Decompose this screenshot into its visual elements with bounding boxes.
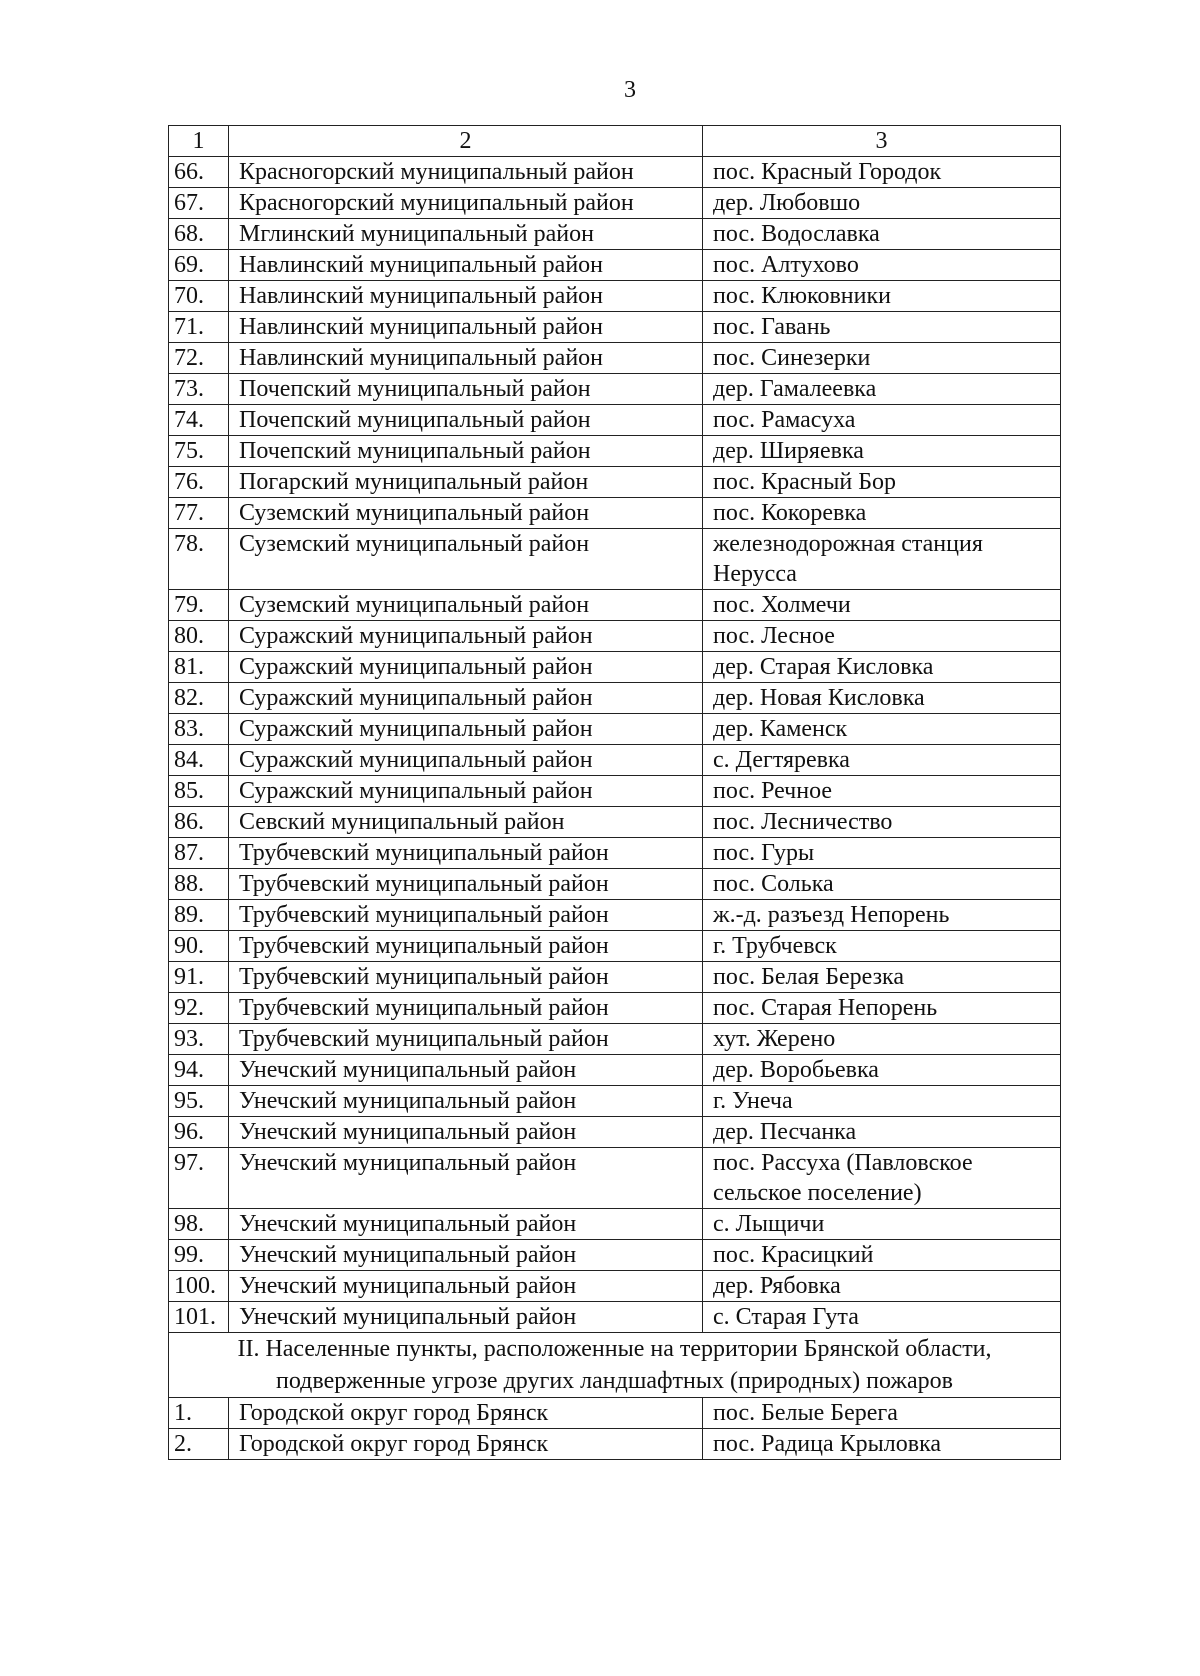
row-number: 2. bbox=[169, 1429, 229, 1460]
section-heading-row bbox=[169, 1333, 1061, 1398]
district-name: Суземский муниципальный район bbox=[229, 590, 703, 621]
section-table-row bbox=[169, 1398, 1061, 1429]
settlement-name: с. Дегтяревка bbox=[703, 745, 1061, 776]
settlement-name: пос. Лесное bbox=[703, 621, 1061, 652]
district-name: Погарский муниципальный район bbox=[229, 467, 703, 498]
table-row bbox=[169, 250, 1061, 281]
row-number: 94. bbox=[169, 1055, 229, 1086]
table-row bbox=[169, 1271, 1061, 1302]
district-name: Трубчевский муниципальный район bbox=[229, 869, 703, 900]
header-cell-district: 2 bbox=[229, 126, 703, 157]
district-name: Трубчевский муниципальный район bbox=[229, 962, 703, 993]
table-row bbox=[169, 188, 1061, 219]
row-number: 83. bbox=[169, 714, 229, 745]
settlement-name: дер. Гамалеевка bbox=[703, 374, 1061, 405]
table-row bbox=[169, 776, 1061, 807]
settlement-name: дер. Рябовка bbox=[703, 1271, 1061, 1302]
district-name: Городской округ город Брянск bbox=[229, 1429, 703, 1460]
district-name: Унечский муниципальный район bbox=[229, 1055, 703, 1086]
district-name: Городской округ город Брянск bbox=[229, 1398, 703, 1429]
settlement-name: пос. Красный Бор bbox=[703, 467, 1061, 498]
district-name: Трубчевский муниципальный район bbox=[229, 900, 703, 931]
settlement-name: пос. Белая Березка bbox=[703, 962, 1061, 993]
row-number: 81. bbox=[169, 652, 229, 683]
settlement-name: пос. Солька bbox=[703, 869, 1061, 900]
settlement-name: дер. Каменск bbox=[703, 714, 1061, 745]
row-number: 88. bbox=[169, 869, 229, 900]
settlements-table-body bbox=[169, 126, 1061, 1460]
settlement-name: пос. Холмечи bbox=[703, 590, 1061, 621]
settlement-name: пос. Красицкий bbox=[703, 1240, 1061, 1271]
table-row bbox=[169, 683, 1061, 714]
row-number: 70. bbox=[169, 281, 229, 312]
district-name: Унечский муниципальный район bbox=[229, 1271, 703, 1302]
table-row bbox=[169, 1024, 1061, 1055]
table-row bbox=[169, 652, 1061, 683]
district-name: Суражский муниципальный район bbox=[229, 714, 703, 745]
table-row bbox=[169, 374, 1061, 405]
district-name: Навлинский муниципальный район bbox=[229, 250, 703, 281]
settlement-name: дер. Песчанка bbox=[703, 1117, 1061, 1148]
settlement-name: ж.-д. разъезд Непорень bbox=[703, 900, 1061, 931]
settlement-name: г. Трубчевск bbox=[703, 931, 1061, 962]
page-number: 3 bbox=[624, 77, 636, 103]
table-row bbox=[169, 1302, 1061, 1333]
row-number: 98. bbox=[169, 1209, 229, 1240]
settlement-name: хут. Жерено bbox=[703, 1024, 1061, 1055]
table-row bbox=[169, 1148, 1061, 1209]
row-number: 97. bbox=[169, 1148, 229, 1209]
row-number: 101. bbox=[169, 1302, 229, 1333]
settlement-name: пос. Кокоревка bbox=[703, 498, 1061, 529]
row-number: 90. bbox=[169, 931, 229, 962]
table-header-row bbox=[169, 126, 1061, 157]
row-number: 95. bbox=[169, 1086, 229, 1117]
settlement-name: пос. Речное bbox=[703, 776, 1061, 807]
district-name: Унечский муниципальный район bbox=[229, 1086, 703, 1117]
row-number: 84. bbox=[169, 745, 229, 776]
district-name: Трубчевский муниципальный район bbox=[229, 993, 703, 1024]
district-name: Суражский муниципальный район bbox=[229, 776, 703, 807]
settlement-name: с. Старая Гута bbox=[703, 1302, 1061, 1333]
header-cell-number: 1 bbox=[169, 126, 229, 157]
row-number: 100. bbox=[169, 1271, 229, 1302]
row-number: 96. bbox=[169, 1117, 229, 1148]
row-number: 75. bbox=[169, 436, 229, 467]
settlement-name: пос. Белые Берега bbox=[703, 1398, 1061, 1429]
table-row bbox=[169, 312, 1061, 343]
row-number: 91. bbox=[169, 962, 229, 993]
settlement-name: пос. Радица Крыловка bbox=[703, 1429, 1061, 1460]
row-number: 73. bbox=[169, 374, 229, 405]
district-name: Красногорский муниципальный район bbox=[229, 188, 703, 219]
settlement-name: дер. Ширяевка bbox=[703, 436, 1061, 467]
table-row bbox=[169, 745, 1061, 776]
settlement-name: пос. Алтухово bbox=[703, 250, 1061, 281]
settlement-name: пос. Клюковники bbox=[703, 281, 1061, 312]
settlement-name: с. Лыщичи bbox=[703, 1209, 1061, 1240]
district-name: Суражский муниципальный район bbox=[229, 683, 703, 714]
table-row bbox=[169, 1209, 1061, 1240]
settlement-name: пос. Водославка bbox=[703, 219, 1061, 250]
district-name: Почепский муниципальный район bbox=[229, 374, 703, 405]
table-row bbox=[169, 869, 1061, 900]
district-name: Почепский муниципальный район bbox=[229, 405, 703, 436]
district-name: Мглинский муниципальный район bbox=[229, 219, 703, 250]
table-row bbox=[169, 993, 1061, 1024]
district-name: Унечский муниципальный район bbox=[229, 1240, 703, 1271]
table-row bbox=[169, 838, 1061, 869]
table-row bbox=[169, 157, 1061, 188]
table-row bbox=[169, 1240, 1061, 1271]
row-number: 93. bbox=[169, 1024, 229, 1055]
table-row bbox=[169, 621, 1061, 652]
table-row bbox=[169, 590, 1061, 621]
row-number: 76. bbox=[169, 467, 229, 498]
row-number: 82. bbox=[169, 683, 229, 714]
settlement-name: дер. Новая Кисловка bbox=[703, 683, 1061, 714]
district-name: Навлинский муниципальный район bbox=[229, 343, 703, 374]
row-number: 1. bbox=[169, 1398, 229, 1429]
district-name: Унечский муниципальный район bbox=[229, 1148, 703, 1209]
settlement-name: пос. Гуры bbox=[703, 838, 1061, 869]
row-number: 80. bbox=[169, 621, 229, 652]
district-name: Унечский муниципальный район bbox=[229, 1209, 703, 1240]
table-row bbox=[169, 900, 1061, 931]
district-name: Почепский муниципальный район bbox=[229, 436, 703, 467]
settlements-table bbox=[168, 125, 1061, 1460]
district-name: Красногорский муниципальный район bbox=[229, 157, 703, 188]
table-row bbox=[169, 1117, 1061, 1148]
section-table-row bbox=[169, 1429, 1061, 1460]
district-name: Навлинский муниципальный район bbox=[229, 281, 703, 312]
row-number: 71. bbox=[169, 312, 229, 343]
row-number: 92. bbox=[169, 993, 229, 1024]
settlement-name: пос. Синезерки bbox=[703, 343, 1061, 374]
row-number: 72. bbox=[169, 343, 229, 374]
row-number: 85. bbox=[169, 776, 229, 807]
district-name: Суземский муниципальный район bbox=[229, 498, 703, 529]
table-row bbox=[169, 219, 1061, 250]
table-row bbox=[169, 467, 1061, 498]
district-name: Трубчевский муниципальный район bbox=[229, 838, 703, 869]
table-row bbox=[169, 931, 1061, 962]
row-number: 67. bbox=[169, 188, 229, 219]
settlement-name: дер. Старая Кисловка bbox=[703, 652, 1061, 683]
row-number: 78. bbox=[169, 529, 229, 590]
table-row bbox=[169, 714, 1061, 745]
settlement-name: г. Унеча bbox=[703, 1086, 1061, 1117]
district-name: Суземский муниципальный район bbox=[229, 529, 703, 590]
row-number: 87. bbox=[169, 838, 229, 869]
row-number: 99. bbox=[169, 1240, 229, 1271]
table-row bbox=[169, 1086, 1061, 1117]
table-row bbox=[169, 498, 1061, 529]
settlement-name: пос. Гавань bbox=[703, 312, 1061, 343]
table-row bbox=[169, 436, 1061, 467]
table-row bbox=[169, 962, 1061, 993]
table-row bbox=[169, 529, 1061, 590]
section-heading: II. Населенные пункты, расположенные на территории Брянской области, подверженные угрозе других ландшафтных (природных) пожаров bbox=[169, 1333, 1061, 1398]
settlement-name: дер. Любовшо bbox=[703, 188, 1061, 219]
row-number: 68. bbox=[169, 219, 229, 250]
district-name: Унечский муниципальный район bbox=[229, 1117, 703, 1148]
row-number: 86. bbox=[169, 807, 229, 838]
district-name: Трубчевский муниципальный район bbox=[229, 931, 703, 962]
district-name: Суражский муниципальный район bbox=[229, 652, 703, 683]
table-row bbox=[169, 1055, 1061, 1086]
row-number: 79. bbox=[169, 590, 229, 621]
table-row bbox=[169, 807, 1061, 838]
row-number: 69. bbox=[169, 250, 229, 281]
table-row bbox=[169, 405, 1061, 436]
district-name: Суражский муниципальный район bbox=[229, 745, 703, 776]
district-name: Унечский муниципальный район bbox=[229, 1302, 703, 1333]
row-number: 74. bbox=[169, 405, 229, 436]
settlement-name: пос. Лесничество bbox=[703, 807, 1061, 838]
district-name: Суражский муниципальный район bbox=[229, 621, 703, 652]
table-row bbox=[169, 343, 1061, 374]
header-cell-settlement: 3 bbox=[703, 126, 1061, 157]
row-number: 77. bbox=[169, 498, 229, 529]
settlement-name: пос. Рассуха (Павловское сельское поселение) bbox=[703, 1148, 1061, 1209]
settlement-name: пос. Старая Непорень bbox=[703, 993, 1061, 1024]
district-name: Навлинский муниципальный район bbox=[229, 312, 703, 343]
settlement-name: пос. Рамасуха bbox=[703, 405, 1061, 436]
row-number: 89. bbox=[169, 900, 229, 931]
district-name: Трубчевский муниципальный район bbox=[229, 1024, 703, 1055]
settlement-name: железнодорожная станция Нерусса bbox=[703, 529, 1061, 590]
table-row bbox=[169, 281, 1061, 312]
settlement-name: пос. Красный Городок bbox=[703, 157, 1061, 188]
settlement-name: дер. Воробьевка bbox=[703, 1055, 1061, 1086]
row-number: 66. bbox=[169, 157, 229, 188]
district-name: Севский муниципальный район bbox=[229, 807, 703, 838]
